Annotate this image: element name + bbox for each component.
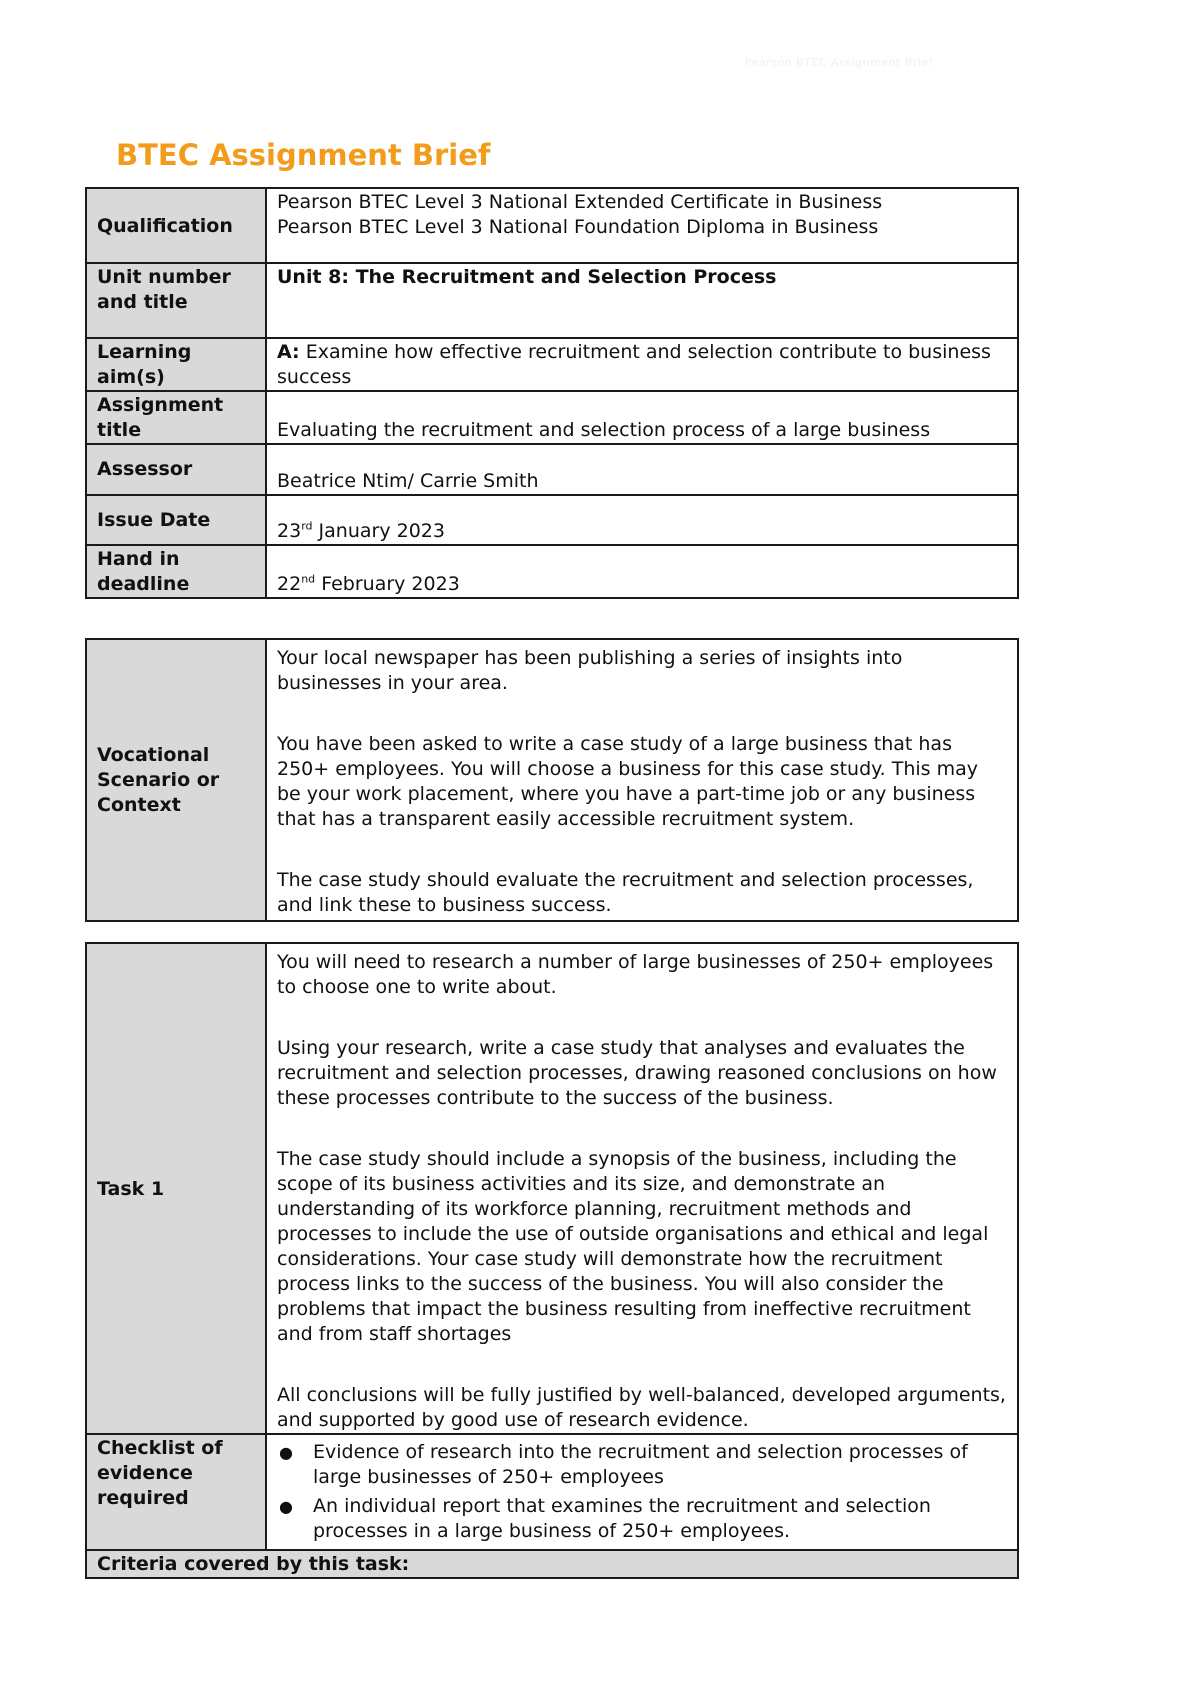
criteria-heading: Criteria covered by this task: bbox=[86, 1550, 1018, 1578]
qualification-value bbox=[266, 188, 1018, 263]
task-paragraph: Using your research, write a case study that analyses and evaluates the recruitment and selection processes, drawing reasoned conclusions on how these processes contribute to the success of the business. bbox=[277, 1037, 997, 1109]
checklist bbox=[277, 1440, 1007, 1544]
document-title: BTEC Assignment Brief bbox=[116, 138, 491, 172]
assignment-title-label: Assignment title bbox=[86, 391, 266, 444]
assignment-details-table bbox=[85, 187, 1019, 599]
task-value bbox=[266, 943, 1018, 1434]
learning-aim-value bbox=[266, 338, 1018, 391]
deadline-row bbox=[86, 545, 1018, 598]
issue-date-suffix: rd bbox=[301, 519, 313, 533]
deadline-label: Hand in deadline bbox=[86, 545, 266, 598]
learning-aim-prefix: A: bbox=[277, 341, 300, 363]
issue-date-day: 23 bbox=[277, 520, 302, 542]
checklist-value bbox=[266, 1434, 1018, 1550]
learning-aim-text: Examine how effective recruitment and selection contribute to business success bbox=[277, 341, 991, 388]
assessor-label: Assessor bbox=[86, 444, 266, 495]
task-paragraph: All conclusions will be fully justified by well-balanced, developed arguments, and supported by good use of research evidence. bbox=[277, 1384, 1006, 1431]
scenario-paragraph: The case study should evaluate the recruitment and selection processes, and link these to business success. bbox=[277, 869, 974, 916]
deadline-value bbox=[266, 545, 1018, 598]
checklist-row bbox=[86, 1434, 1018, 1550]
unit-value: Unit 8: The Recruitment and Selection Process bbox=[266, 263, 1018, 338]
learning-aim-row bbox=[86, 338, 1018, 391]
qualification-line: Pearson BTEC Level 3 National Extended Certificate in Business bbox=[277, 191, 883, 213]
task-paragraph: You will need to research a number of large businesses of 250+ employees to choose one to write about. bbox=[277, 951, 994, 998]
scenario-label: Vocational Scenario or Context bbox=[86, 639, 266, 921]
assignment-title-value: Evaluating the recruitment and selection process of a large business bbox=[266, 391, 1018, 444]
scenario-table bbox=[85, 638, 1019, 922]
deadline-day: 22 bbox=[277, 573, 302, 595]
bullet-icon: ● bbox=[279, 1497, 293, 1516]
qualification-row bbox=[86, 188, 1018, 263]
scenario-paragraph: You have been asked to write a case study of a large business that has 250+ employees. You will choose a business for this case study. This may be your work placement, where you have a part-time job or any business that has a transparent easily accessible recruitment system. bbox=[277, 733, 979, 830]
assessor-value: Beatrice Ntim/ Carrie Smith bbox=[266, 444, 1018, 495]
checklist-item-text: An individual report that examines the recruitment and selection processes in a large business of 250+ employees. bbox=[313, 1495, 931, 1542]
checklist-item bbox=[277, 1440, 1007, 1490]
issue-date-rest: January 2023 bbox=[312, 520, 445, 542]
task-row bbox=[86, 943, 1018, 1434]
criteria-row bbox=[86, 1550, 1018, 1578]
unit-label: Unit number and title bbox=[86, 263, 266, 338]
assessor-row bbox=[86, 444, 1018, 495]
checklist-item-text: Evidence of research into the recruitment and selection processes of large businesses of 250+ employees bbox=[313, 1441, 968, 1488]
task-label: Task 1 bbox=[86, 943, 266, 1434]
deadline-rest: February 2023 bbox=[315, 573, 460, 595]
scenario-paragraph: Your local newspaper has been publishing a series of insights into businesses in your area. bbox=[277, 647, 903, 694]
scenario-row bbox=[86, 639, 1018, 921]
learning-aim-label: Learning aim(s) bbox=[86, 338, 266, 391]
issue-date-value bbox=[266, 495, 1018, 545]
qualification-label: Qualification bbox=[86, 188, 266, 263]
qualification-line: Pearson BTEC Level 3 National Foundation Diploma in Business bbox=[277, 216, 879, 238]
unit-row bbox=[86, 263, 1018, 338]
bullet-icon: ● bbox=[279, 1443, 293, 1462]
assignment-title-row bbox=[86, 391, 1018, 444]
task-table bbox=[85, 942, 1019, 1579]
issue-date-row bbox=[86, 495, 1018, 545]
checklist-label: Checklist of evidence required bbox=[86, 1434, 266, 1550]
deadline-suffix: nd bbox=[301, 572, 316, 586]
scenario-value bbox=[266, 639, 1018, 921]
task-paragraph: The case study should include a synopsis of the business, including the scope of its business activities and its size, and demonstrate an understanding of its workforce planning, recruitment methods and processes to include the use of outside organisations and ethical and legal considerations. Your case study will demonstrate how the recruitment process links to the success of the business. You will also consider the problems that impact the business resulting from ineffective recruitment and from staff shortages bbox=[277, 1148, 989, 1345]
checklist-item bbox=[277, 1494, 1007, 1544]
issue-date-label: Issue Date bbox=[86, 495, 266, 545]
faint-header-text: Pearson BTEC Assignment Brief bbox=[745, 56, 934, 69]
